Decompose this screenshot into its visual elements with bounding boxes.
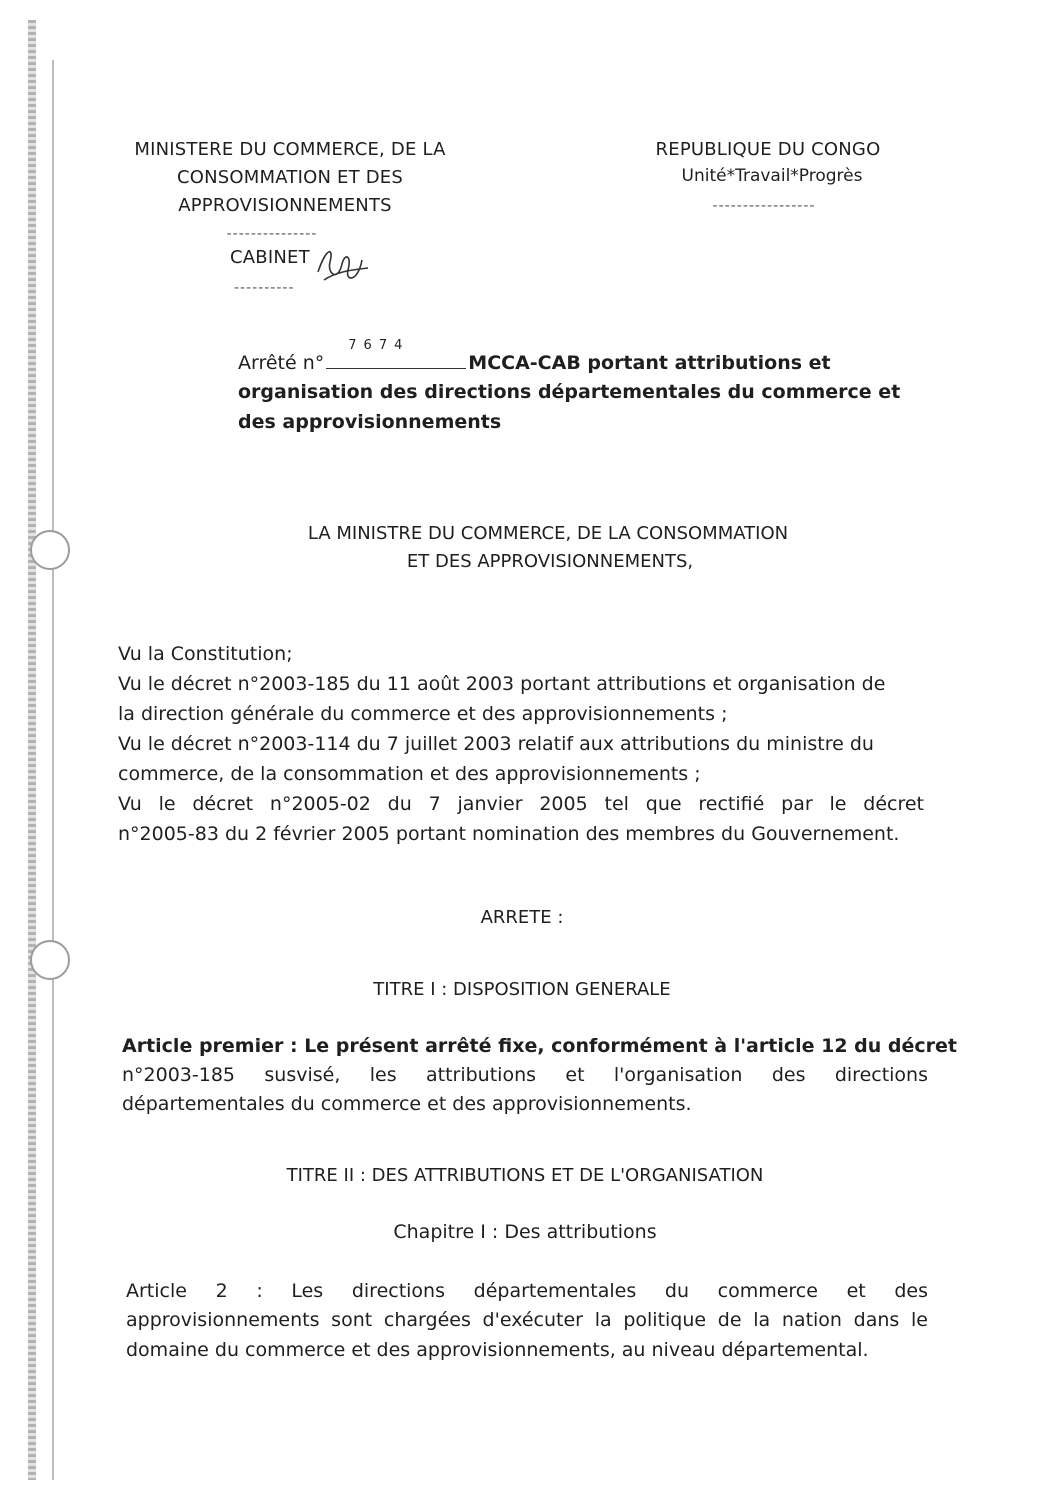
cabinet-separator: ----------	[234, 280, 295, 296]
country-name: REPUBLIQUE DU CONGO	[655, 139, 881, 160]
country-separator: -----------------	[712, 198, 816, 214]
titre-1-heading: TITRE I : DISPOSITION GENERALE	[373, 979, 671, 1000]
cabinet-label: CABINET	[230, 247, 310, 268]
decree-number-blank	[326, 338, 466, 369]
minister-line-2: ET DES APPROVISIONNEMENTS,	[406, 551, 694, 572]
vu-clause: Vu le décret n°2003-185 du 11 août 2003 portant attributions et organisation de	[118, 673, 886, 695]
arrete-heading: ARRETE :	[480, 907, 564, 928]
chapitre-1-heading: Chapitre I : Des attributions	[393, 1221, 657, 1243]
decree-title-line-2: organisation des directions départementales du commerce et	[238, 381, 901, 403]
vu-clause: n°2005-83 du 2 février 2005 portant nomination des membres du Gouvernement.	[118, 823, 900, 845]
article-2-line-3: domaine du commerce et des approvisionnements, au niveau départemental.	[126, 1339, 869, 1361]
vu-clause: Vu le décret n°2003-114 du 7 juillet 2003 relatif aux attributions du ministre du	[118, 733, 874, 755]
decree-title-rest: MCCA-CAB portant attributions et	[468, 352, 831, 374]
decree-number: 7674	[348, 338, 410, 353]
article-1-line-1: Article premier : Le présent arrêté fixe, conformément à l'article 12 du décret	[122, 1035, 958, 1057]
binding-line	[52, 60, 54, 1480]
decree-title-line-1	[238, 338, 831, 375]
article-2-line-2: approvisionnements sont chargées d'exécuter la politique de la nation dans le	[126, 1309, 928, 1331]
ministry-line-3: APPROVISIONNEMENTS	[178, 195, 392, 216]
decree-prefix: Arrêté n°	[238, 352, 325, 374]
decree-title-line-3: des approvisionnements	[238, 411, 502, 433]
minister-line-1: LA MINISTRE DU COMMERCE, DE LA CONSOMMATION	[307, 523, 789, 544]
ministry-line-2: CONSOMMATION ET DES	[177, 167, 403, 188]
vu-clause: Vu la Constitution;	[118, 643, 293, 665]
article-1-line-2: n°2003-185 susvisé, les attributions et l'organisation des directions	[122, 1064, 928, 1086]
titre-2-heading: TITRE II : DES ATTRIBUTIONS ET DE L'ORGANISATION	[286, 1165, 764, 1186]
ministry-line-1: MINISTERE DU COMMERCE, DE LA	[134, 139, 446, 160]
national-motto: Unité*Travail*Progrès	[681, 166, 863, 186]
handwritten-initials	[312, 242, 372, 288]
vu-clause: la direction générale du commerce et des approvisionnements ;	[118, 703, 728, 725]
punch-hole	[30, 940, 70, 980]
article-2-line-1: Article 2 : Les directions départementales du commerce et des	[126, 1280, 928, 1302]
vu-clause: commerce, de la consommation et des approvisionnements ;	[118, 763, 701, 785]
vu-clause: Vu le décret n°2005-02 du 7 janvier 2005 tel que rectifié par le décret	[118, 793, 924, 815]
binding-edge	[28, 20, 36, 1480]
ministry-separator: ---------------	[226, 226, 318, 242]
punch-hole	[30, 530, 70, 570]
article-1-line-3: départementales du commerce et des approvisionnements.	[122, 1093, 692, 1115]
